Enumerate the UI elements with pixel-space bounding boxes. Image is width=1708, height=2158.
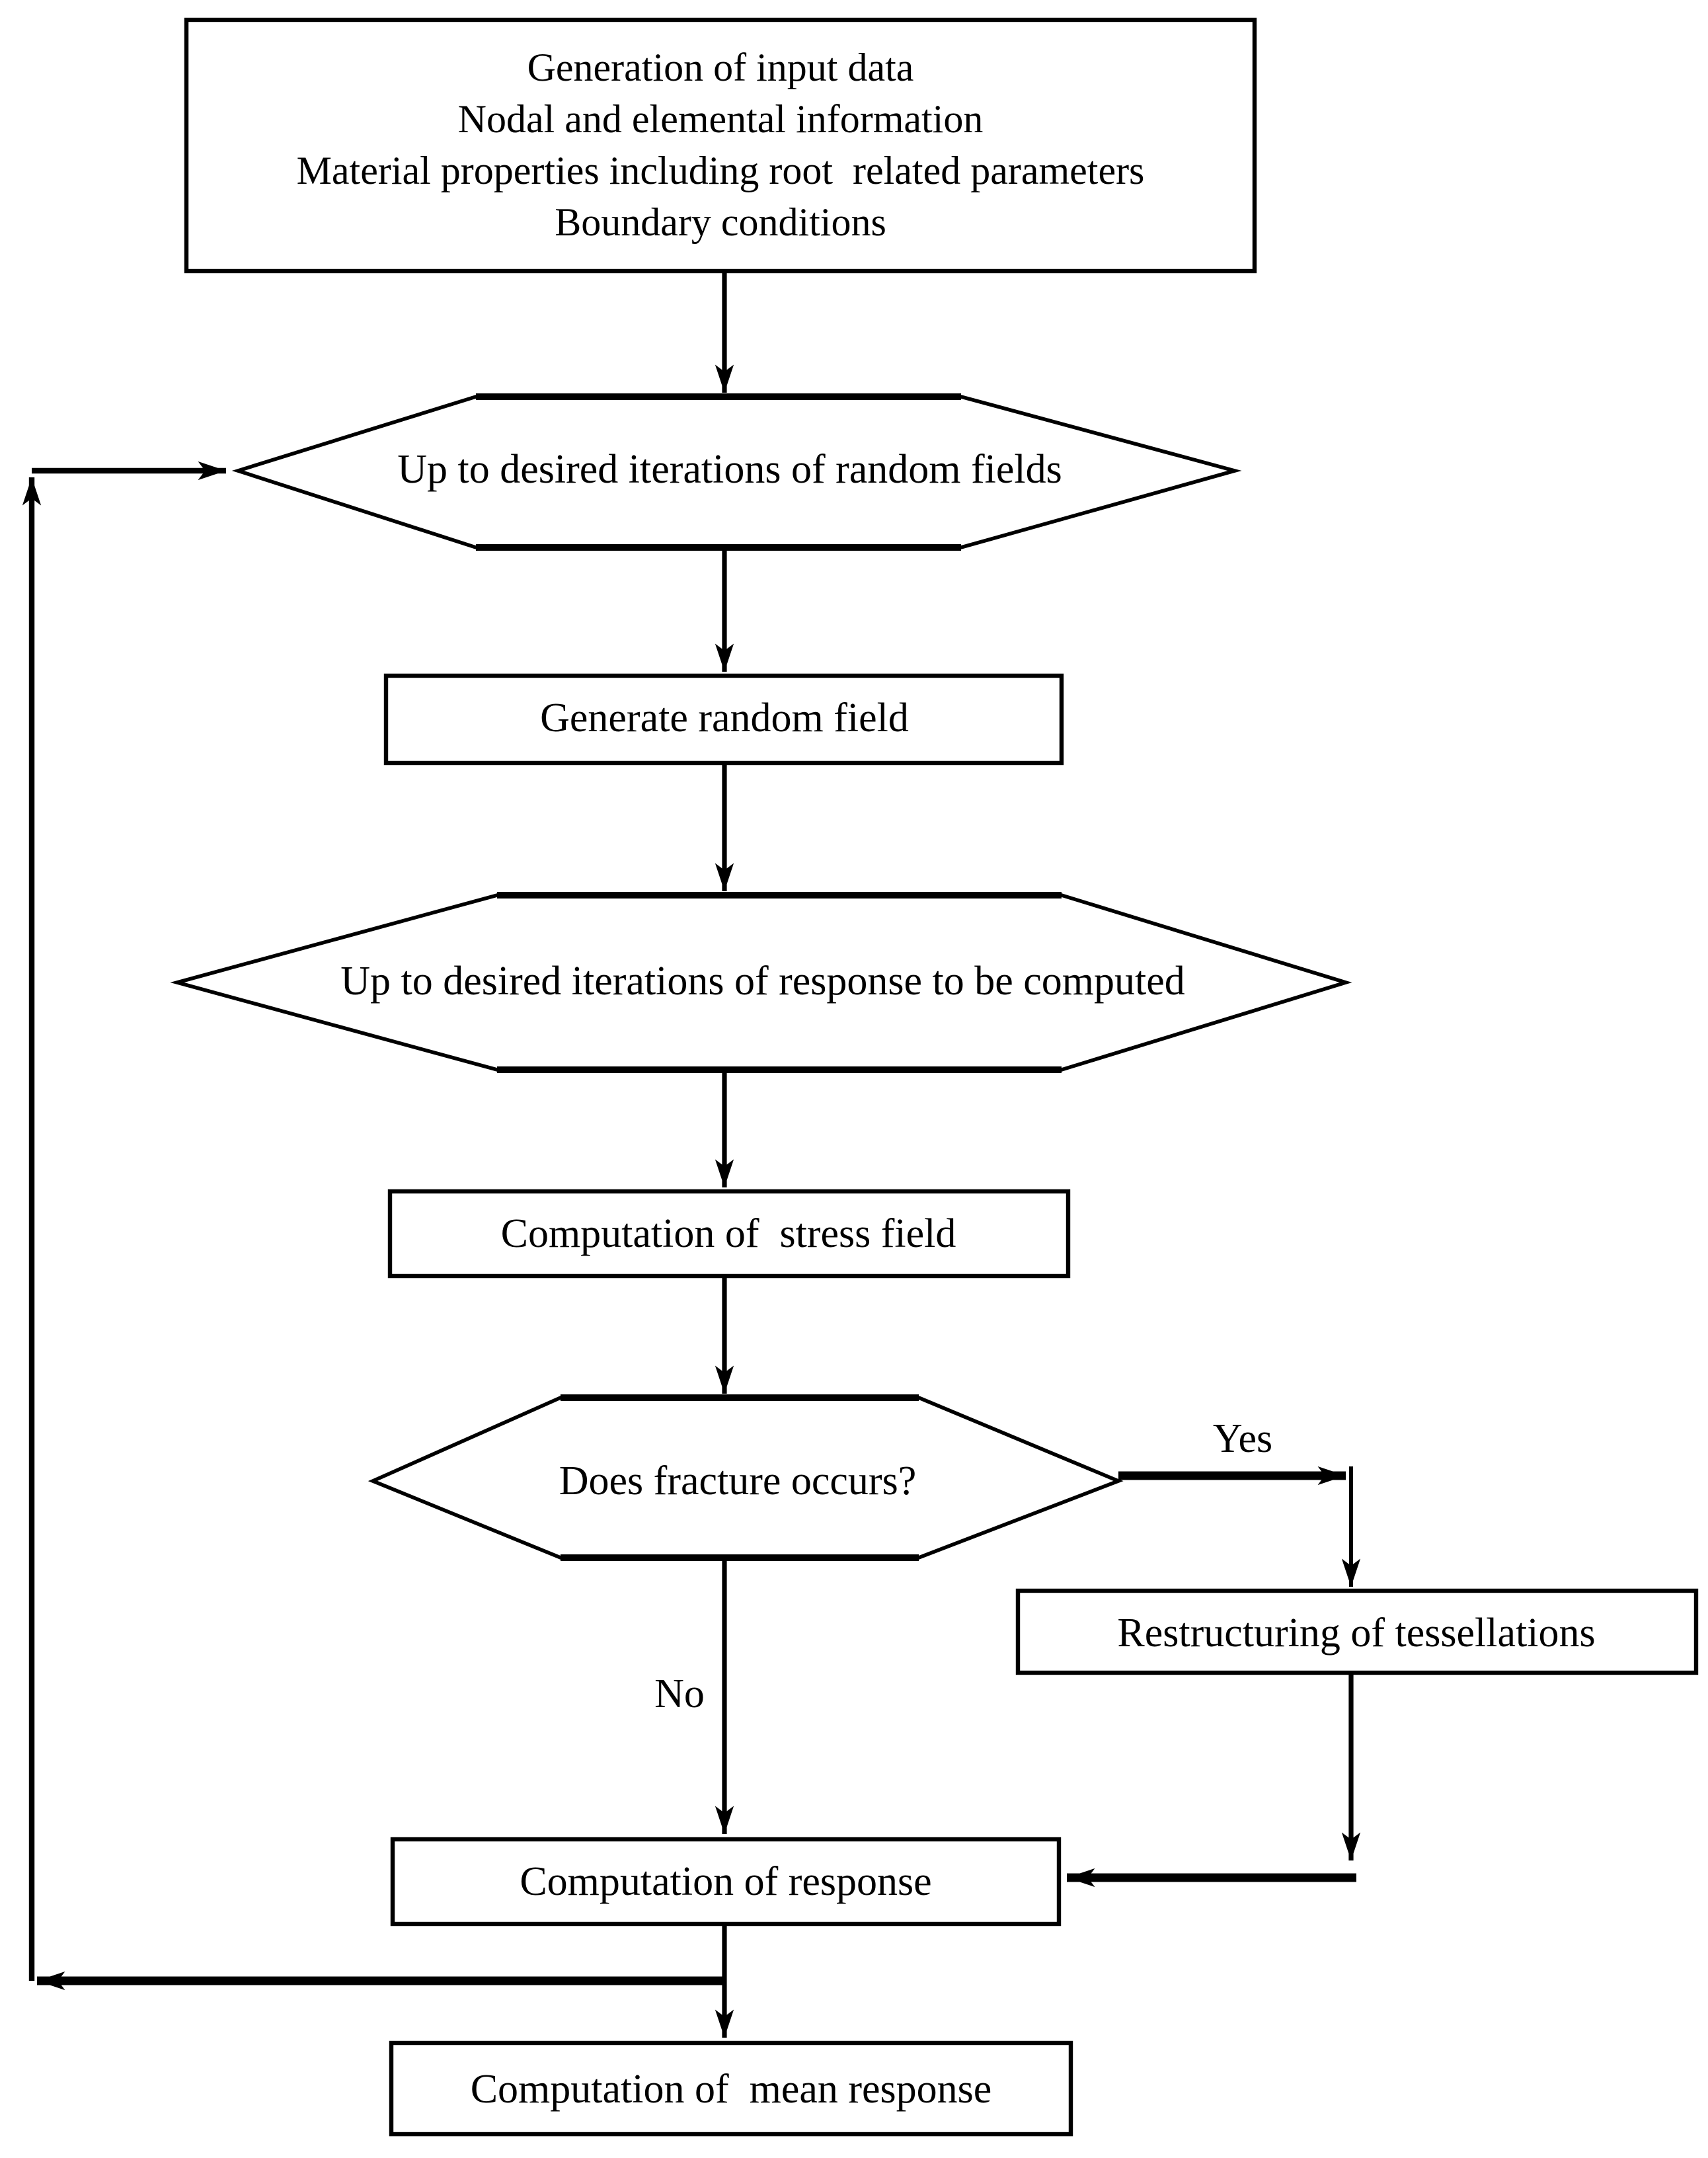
node-restructure-tessellations [1018, 1591, 1696, 1673]
yes-branch-label: Yes [1212, 1416, 1273, 1461]
iterate-response-label: Up to desired iterations of response to be computed [340, 959, 1185, 1004]
node-generate-random-field [386, 676, 1062, 763]
node-compute-mean-response [391, 2043, 1071, 2134]
compute-stress-field-label: Computation of stress field [500, 1211, 956, 1256]
no-branch-label: No [654, 1671, 705, 1716]
node-input-data [186, 20, 1255, 271]
node-compute-stress-field [390, 1191, 1068, 1276]
compute-response-label: Computation of response [520, 1859, 932, 1904]
iterate-random-fields-label: Up to desired iterations of random fields [397, 447, 1062, 492]
input-data-line-1: Generation of input data [527, 46, 914, 89]
input-data-line-3: Material properties including root related parameters [296, 149, 1145, 192]
compute-mean-response-label: Computation of mean response [470, 2067, 992, 2112]
generate-random-field-label: Generate random field [540, 696, 909, 740]
restructure-tessellations-label: Restructuring of tessellations [1117, 1611, 1596, 1656]
node-compute-response [393, 1839, 1059, 1924]
fracture-check-label: Does fracture occurs? [559, 1459, 917, 1503]
input-data-line-4: Boundary conditions [555, 200, 886, 244]
input-data-line-2: Nodal and elemental information [457, 97, 984, 141]
